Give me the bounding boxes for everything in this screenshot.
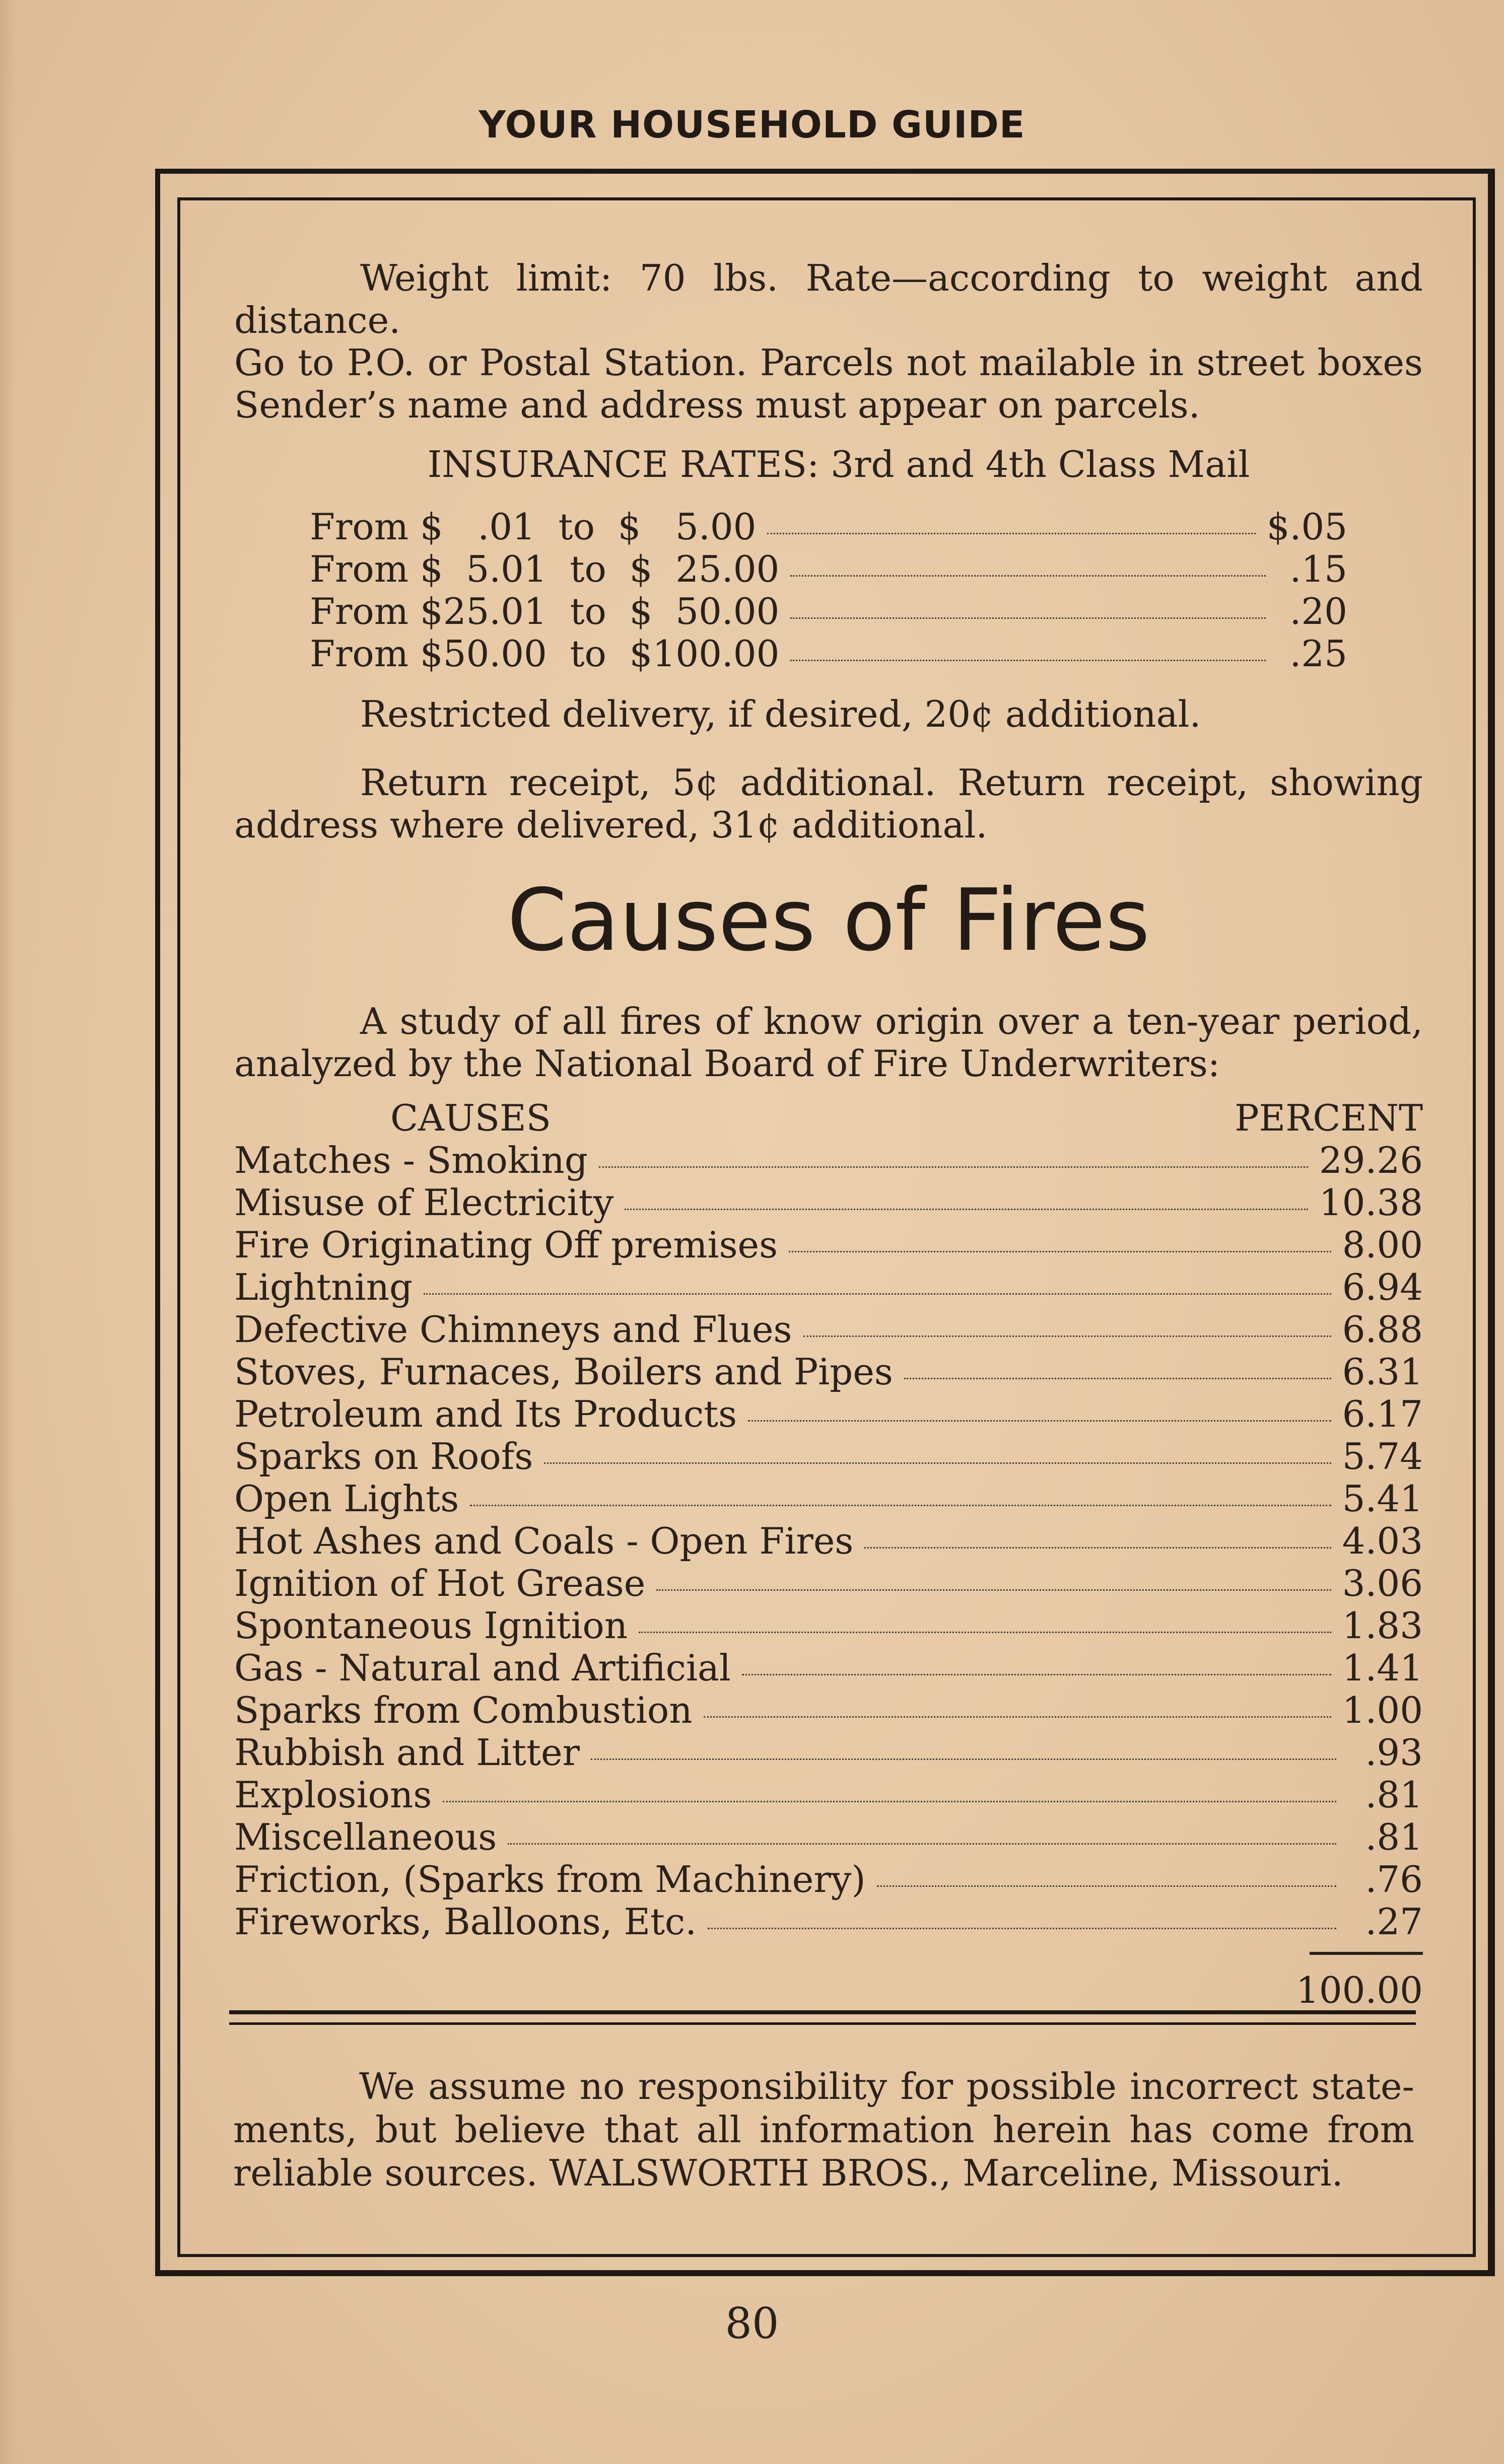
table-row: [234, 1520, 1423, 1562]
cause-percent: 5.74: [1342, 1435, 1423, 1477]
dot-leader: [704, 1716, 1331, 1718]
cause-percent: 6.94: [1342, 1266, 1423, 1308]
cause-percent: .93: [1365, 1731, 1423, 1774]
table-row: [234, 1647, 1423, 1689]
cause-label: Petroleum and Its Products: [234, 1393, 737, 1435]
return-receipt-line: Return receipt, 5¢ additional. Return receipt, showing: [360, 761, 1423, 804]
cause-percent: 1.00: [1342, 1689, 1423, 1731]
cause-percent: .27: [1365, 1900, 1423, 1943]
cause-label: Explosions: [234, 1774, 432, 1816]
cause-label: Fire Originating Off premises: [234, 1224, 778, 1266]
cause-label: Defective Chimneys and Flues: [234, 1308, 792, 1351]
cause-percent: 5.41: [1342, 1477, 1423, 1520]
dot-leader: [599, 1166, 1308, 1168]
page-edge-shadow: [0, 0, 15, 2464]
table-row: [234, 1858, 1423, 1900]
dot-leader: [790, 617, 1266, 619]
dot-leader: [790, 575, 1266, 577]
table-row: [234, 1774, 1423, 1816]
table-row: [234, 1393, 1423, 1435]
table-row: [234, 1604, 1423, 1647]
disclaimer-line: reliable sources. WALSWORTH BROS., Marceline, Missouri.: [233, 2152, 1343, 2194]
dot-leader: [742, 1674, 1331, 1675]
dot-leader: [767, 533, 1255, 534]
causes-of-fires-heading: Causes of Fires: [507, 871, 1150, 970]
table-row: [234, 1900, 1423, 1943]
causes-column-header: CAUSES: [390, 1097, 551, 1139]
spacer: [234, 735, 1423, 761]
insurance-range: From $25.01 to $ 50.00: [310, 590, 780, 632]
cause-label: Matches - Smoking: [234, 1139, 588, 1181]
cause-percent: 29.26: [1319, 1139, 1423, 1181]
total-rule: [1310, 1952, 1423, 1955]
running-head: YOUR HOUSEHOLD GUIDE: [478, 103, 1026, 147]
cause-label: Fireworks, Balloons, Etc.: [234, 1900, 697, 1943]
fires-table-header: [234, 1097, 1423, 1139]
parcel-post-line: Go to P.O. or Postal Station. Parcels not mailable in street boxes: [234, 341, 1423, 384]
table-row: [234, 1435, 1423, 1477]
cause-label: Misuse of Electricity: [234, 1181, 614, 1224]
dot-leader: [639, 1632, 1331, 1633]
table-row: [234, 1816, 1423, 1858]
table-row: [234, 1477, 1423, 1520]
cause-percent: 3.06: [1342, 1562, 1423, 1604]
insurance-rate-row: [310, 506, 1347, 548]
rule-thin: [229, 2022, 1416, 2025]
cause-percent: .81: [1365, 1816, 1423, 1858]
table-row: [234, 1731, 1423, 1774]
cause-label: Stoves, Furnaces, Boilers and Pipes: [234, 1351, 893, 1393]
spacer: [234, 675, 1423, 693]
cause-percent: 4.03: [1342, 1520, 1423, 1562]
table-row: [234, 1308, 1423, 1351]
table-row: [234, 1562, 1423, 1604]
cause-label: Sparks on Roofs: [234, 1435, 533, 1477]
insurance-rate-row: [310, 632, 1347, 675]
dot-leader: [544, 1462, 1331, 1464]
insurance-fee: $.05: [1266, 506, 1347, 548]
table-row: [234, 1181, 1423, 1224]
dot-leader: [656, 1589, 1331, 1591]
cause-label: Gas - Natural and Artificial: [234, 1647, 731, 1689]
cause-percent: 8.00: [1342, 1224, 1423, 1266]
insurance-fee: .25: [1289, 632, 1347, 675]
table-row: [234, 1224, 1423, 1266]
cause-percent: .81: [1365, 1774, 1423, 1816]
disclaimer-line: We assume no responsibility for possible incorrect state-: [359, 2065, 1414, 2107]
percent-column-header: PERCENT: [1235, 1097, 1423, 1139]
insurance-rate-row: [310, 590, 1347, 632]
cause-label: Rubbish and Litter: [234, 1731, 580, 1774]
insurance-range: From $ .01 to $ 5.00: [310, 506, 757, 548]
cause-percent: 1.41: [1342, 1647, 1423, 1689]
dot-leader: [424, 1293, 1331, 1295]
return-receipt-note: [234, 761, 1423, 846]
dot-leader: [904, 1378, 1331, 1379]
dot-leader: [470, 1505, 1331, 1506]
cause-label: Friction, (Sparks from Machinery): [234, 1858, 866, 1900]
dot-leader: [789, 1251, 1331, 1252]
rule-thick: [229, 2010, 1416, 2014]
total-percent: 100.00: [1296, 1969, 1423, 2011]
dot-leader: [508, 1843, 1336, 1845]
page-number: 80: [725, 2299, 779, 2348]
parcel-post-line: Sender’s name and address must appear on parcels.: [234, 384, 1200, 426]
insurance-rate-row: [310, 548, 1347, 590]
return-receipt-line: address where delivered, 31¢ additional.: [234, 804, 988, 846]
restricted-delivery-line: Restricted delivery, if desired, 20¢ additional.: [360, 693, 1201, 735]
page-content: [234, 257, 1423, 2011]
dot-leader: [748, 1420, 1331, 1422]
insurance-range: From $50.00 to $100.00: [310, 632, 780, 675]
restricted-delivery-note: [234, 693, 1423, 735]
double-rule-divider: [229, 2010, 1416, 2025]
insurance-rates-table: [234, 506, 1423, 675]
table-row: [234, 1139, 1423, 1181]
fires-intro-line: analyzed by the National Board of Fire Underwriters:: [234, 1042, 1220, 1085]
cause-label: Spontaneous Ignition: [234, 1604, 628, 1647]
disclaimer-paragraph: [233, 2065, 1414, 2195]
fires-table: [234, 1139, 1423, 1943]
dot-leader: [877, 1885, 1336, 1887]
cause-percent: 6.31: [1342, 1351, 1423, 1393]
dot-leader: [708, 1928, 1336, 1929]
cause-label: Ignition of Hot Grease: [234, 1562, 646, 1604]
cause-label: Sparks from Combustion: [234, 1689, 693, 1731]
cause-label: Hot Ashes and Coals - Open Fires: [234, 1520, 854, 1562]
table-row: [234, 1351, 1423, 1393]
insurance-rates-title: INSURANCE RATES: 3rd and 4th Class Mail: [427, 443, 1250, 485]
dot-leader: [443, 1801, 1336, 1802]
parcel-post-line: Weight limit: 70 lbs. Rate—according to weight and distance.: [234, 257, 1423, 341]
dot-leader: [790, 660, 1266, 661]
table-row: [234, 1689, 1423, 1731]
cause-label: Open Lights: [234, 1477, 459, 1520]
insurance-fee: .20: [1289, 590, 1347, 632]
cause-percent: 1.83: [1342, 1604, 1423, 1647]
fires-intro-paragraph: [234, 1000, 1423, 1085]
cause-percent: .76: [1365, 1858, 1423, 1900]
dot-leader: [803, 1335, 1331, 1337]
cause-percent: 6.17: [1342, 1393, 1423, 1435]
cause-percent: 6.88: [1342, 1308, 1423, 1351]
table-row: [234, 1266, 1423, 1308]
dot-leader: [864, 1547, 1331, 1548]
insurance-fee: .15: [1289, 548, 1347, 590]
parcel-post-paragraph: [234, 257, 1423, 426]
cause-label: Lightning: [234, 1266, 413, 1308]
cause-percent: 10.38: [1319, 1181, 1423, 1224]
fires-intro-line: A study of all fires of know origin over a ten-year period,: [360, 1000, 1423, 1042]
dot-leader: [591, 1758, 1336, 1760]
insurance-range: From $ 5.01 to $ 25.00: [310, 548, 780, 590]
cause-label: Miscellaneous: [234, 1816, 497, 1858]
disclaimer-line: ments, but believe that all information herein has come from: [233, 2108, 1414, 2151]
dot-leader: [625, 1209, 1308, 1210]
